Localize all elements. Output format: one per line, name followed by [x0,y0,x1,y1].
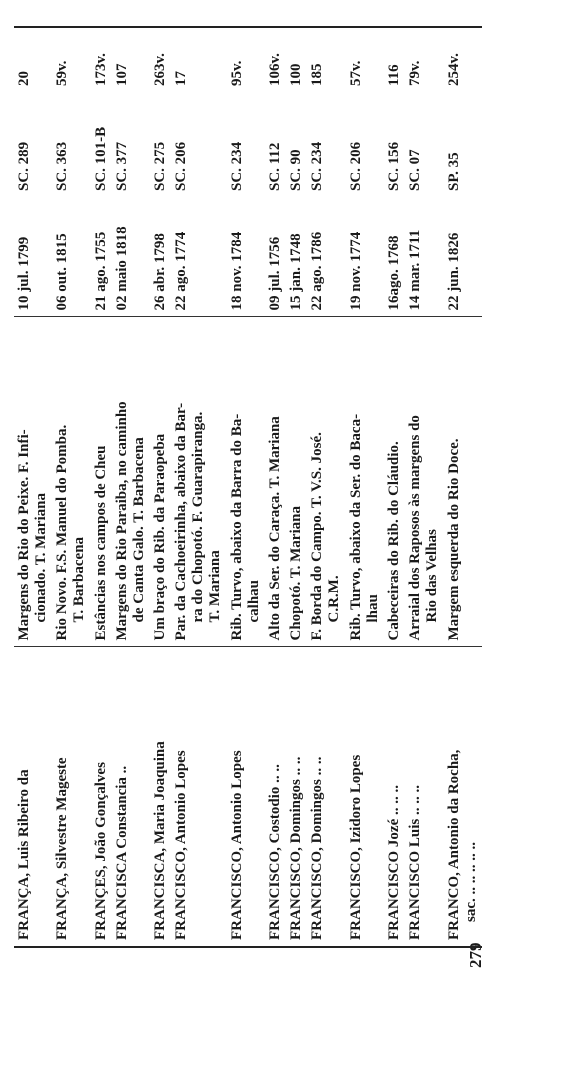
folio-cell [405,27,443,92]
loc-text-line: Arraial dos Raposos às margens do [407,415,424,641]
location-cell [286,317,307,647]
folio-cell [346,27,384,92]
reference-cell [14,92,52,197]
name-cell [52,647,90,947]
loc-text-line: Margens do Rio do Peixe. F. Infi- [16,429,32,641]
table-row [286,27,307,947]
table-body [14,27,482,947]
name-cell [405,647,443,947]
ref-text-line: SC. 234 [228,141,245,191]
reference-cell [307,92,345,197]
date-text-line: 19 nov. 1774 [347,231,364,311]
name-text-line: FRANÇA, Luis Ribeiro da [16,769,32,940]
date-text-line: 21 ago. 1755 [92,231,109,311]
name-text-line: FRANCISCO, Antonio Lopes [228,750,245,940]
reference-cell [384,92,405,197]
location-cell [346,317,384,647]
loc-text-line: Margens do Rio Paraiba, no caminho [113,401,130,641]
table-row [150,27,171,947]
table-row [405,27,443,947]
name-cell [265,647,286,947]
location-cell [171,317,226,647]
folio-cell [171,27,226,92]
name-text-line: FRANCISCO, Domingos .. .. [309,756,326,940]
table-row [14,27,52,947]
date-cell [112,197,150,317]
name-cell [286,647,307,947]
table-row [227,27,265,947]
location-cell [384,317,405,647]
loc-text-line: Rib. Turvo, abaixo da Barra do Ba- [228,413,245,641]
name-cell [444,647,482,947]
loc-text-line: T. Barbacena [71,536,88,623]
loc-text-line: Rio Novo. F.S. Manuel do Pomba. [54,424,71,641]
ref-text-line: SC. 377 [113,141,130,191]
ref-text-line: SC. 90 [288,149,305,191]
loc-text-line: F. Borda do Campo. T. V.S. José. [309,432,326,641]
reference-cell [346,92,384,197]
table-row [444,27,482,947]
loc-text-line: lhau [364,594,381,623]
ref-text-line: SC. 206 [347,141,364,191]
fol-text-line: 79v. [407,60,424,86]
name-text-line: FRANCISCO Jozé .. .. .. [386,785,403,940]
folio-cell [444,27,482,92]
date-cell [286,197,307,317]
land-grant-table [14,26,482,948]
fol-text-line: 59v. [54,60,71,86]
ref-text-line: SC. 363 [54,141,71,191]
date-text-line: 09 jul. 1756 [267,236,284,311]
date-text-line: 22 ago. 1786 [309,231,326,311]
name-text-line: FRANCO, Antonio da Rocha, [445,749,462,940]
folio-cell [227,27,265,92]
location-cell [14,317,52,647]
reference-cell [52,92,90,197]
ref-text-line: SC. 156 [386,141,403,191]
location-cell [227,317,265,647]
date-text-line: 14 mar. 1711 [407,229,424,311]
reference-cell [150,92,171,197]
ref-text-line: SC. 275 [152,141,169,191]
loc-text-line: calhau [245,579,262,623]
fol-text-line: 20 [16,71,32,86]
name-text-line: FRANCISCO, Domingos .. .. [288,756,305,940]
folio-cell [112,27,150,92]
name-cell [227,647,265,947]
table-row [384,27,405,947]
date-cell [307,197,345,317]
fol-text-line: 263v. [152,53,169,86]
name-text-line: FRANCISCA Constancia .. [113,765,130,940]
loc-text-line: ra do Chopotó. F. Guarapiranga. [190,411,207,623]
fol-text-line: 185 [309,63,326,86]
date-text-line: 22 ago. 1774 [173,231,190,311]
rotated-table-container [14,28,482,948]
folio-cell [14,27,52,92]
name-cell [346,647,384,947]
date-cell [227,197,265,317]
fol-text-line: 17 [173,71,190,86]
date-text-line: 16ago. 1768 [386,235,403,311]
reference-cell [112,92,150,197]
reference-cell [171,92,226,197]
table-row [265,27,286,947]
fol-text-line: 173v. [92,53,109,86]
reference-cell [286,92,307,197]
name-text-line: FRANCISCA, Maria Joaquina [152,741,169,940]
name-cell [150,647,171,947]
ref-text-line: SC. 07 [407,149,424,191]
location-cell [52,317,90,647]
ref-text-line: SC. 101-B [92,126,109,191]
date-text-line: 26 abr. 1798 [152,233,169,311]
fol-text-line: 57v. [347,60,364,86]
loc-text-line: Rib. Turvo, abaixo da Ser. do Baca- [347,413,364,641]
location-cell [150,317,171,647]
date-cell [346,197,384,317]
name-cell [171,647,226,947]
table-row [171,27,226,947]
fol-text-line: 116 [386,64,403,86]
loc-text-line: Estâncias nos campos de Cheu [92,445,109,641]
ref-text-line: SC. 206 [173,141,190,191]
table-row [346,27,384,947]
fol-text-line: 95v. [228,60,245,86]
location-cell [307,317,345,647]
date-text-line: 10 jul. 1799 [16,236,32,311]
name-text-line: FRANCISCO Luis .. .. .. [407,784,424,940]
location-cell [405,317,443,647]
name-cell [91,647,112,947]
date-cell [444,197,482,317]
reference-cell [265,92,286,197]
folio-cell [91,27,112,92]
name-text-line: sac. .. .. .. .. .. [462,842,479,922]
loc-text-line: Chopotó. T. Mariana [288,506,305,641]
location-cell [91,317,112,647]
date-cell [14,197,52,317]
loc-text-line: Um braço do Rib. da Paraopeba [152,433,169,641]
page-number: 279 [466,942,485,968]
fol-text-line: 107 [113,63,130,86]
date-cell [91,197,112,317]
date-text-line: 15 jan. 1748 [288,233,305,311]
name-cell [112,647,150,947]
reference-cell [91,92,112,197]
loc-text-line: C.R.M. [326,575,343,623]
name-cell [384,647,405,947]
table-row [91,27,112,947]
ref-text-line: SC. 112 [267,142,284,191]
reference-cell [227,92,265,197]
name-cell [14,647,52,947]
loc-text-line: Cabeceiras do Rib. do Cláudio. [386,441,403,641]
folio-cell [265,27,286,92]
loc-text-line: cionado. T. Mariana [33,493,49,623]
location-cell [265,317,286,647]
date-text-line: 06 out. 1815 [54,233,71,311]
date-cell [405,197,443,317]
folio-cell [286,27,307,92]
reference-cell [444,92,482,197]
ref-text-line: SC. 289 [16,141,32,191]
folio-cell [307,27,345,92]
name-text-line: FRANCISCO, Costodio .. .. [267,764,284,940]
location-cell [112,317,150,647]
folio-cell [150,27,171,92]
loc-text-line: Margem esquerda do Rio Doce. [445,438,462,641]
loc-text-line: Par. da Cachoeirinha, abaixo da Bar- [173,402,190,641]
table-row [112,27,150,947]
date-cell [265,197,286,317]
name-text-line: FRANCISCO, Izidoro Lopes [347,754,364,940]
name-text-line: FRANÇA, Silvestre Mageste [54,757,71,940]
loc-text-line: de Canta Galo. T. Barbacena [130,437,147,623]
date-cell [52,197,90,317]
loc-text-line: Alto da Ser. do Caraça. T. Mariana [267,416,284,641]
reference-cell [405,92,443,197]
date-text-line: 22 jun. 1826 [445,232,462,311]
loc-text-line: Rio das Velhas [424,529,441,623]
date-cell [150,197,171,317]
date-cell [171,197,226,317]
folio-cell [52,27,90,92]
fol-text-line: 100 [288,63,305,86]
fol-text-line: 254v. [445,53,462,86]
date-text-line: 18 nov. 1784 [228,231,245,311]
date-text-line: 02 maio 1818 [113,226,130,311]
table-row [52,27,90,947]
name-cell [307,647,345,947]
ref-text-line: SC. 234 [309,141,326,191]
date-cell [384,197,405,317]
name-text-line: FRANCISCO, Antonio Lopes [173,750,190,940]
location-cell [444,317,482,647]
ref-text-line: SP. 35 [445,152,462,191]
table-row [307,27,345,947]
loc-text-line: T. Mariana [207,550,224,623]
fol-text-line: 106v. [267,53,284,86]
folio-cell [384,27,405,92]
name-text-line: FRANÇES, João Gonçalves [92,762,109,940]
